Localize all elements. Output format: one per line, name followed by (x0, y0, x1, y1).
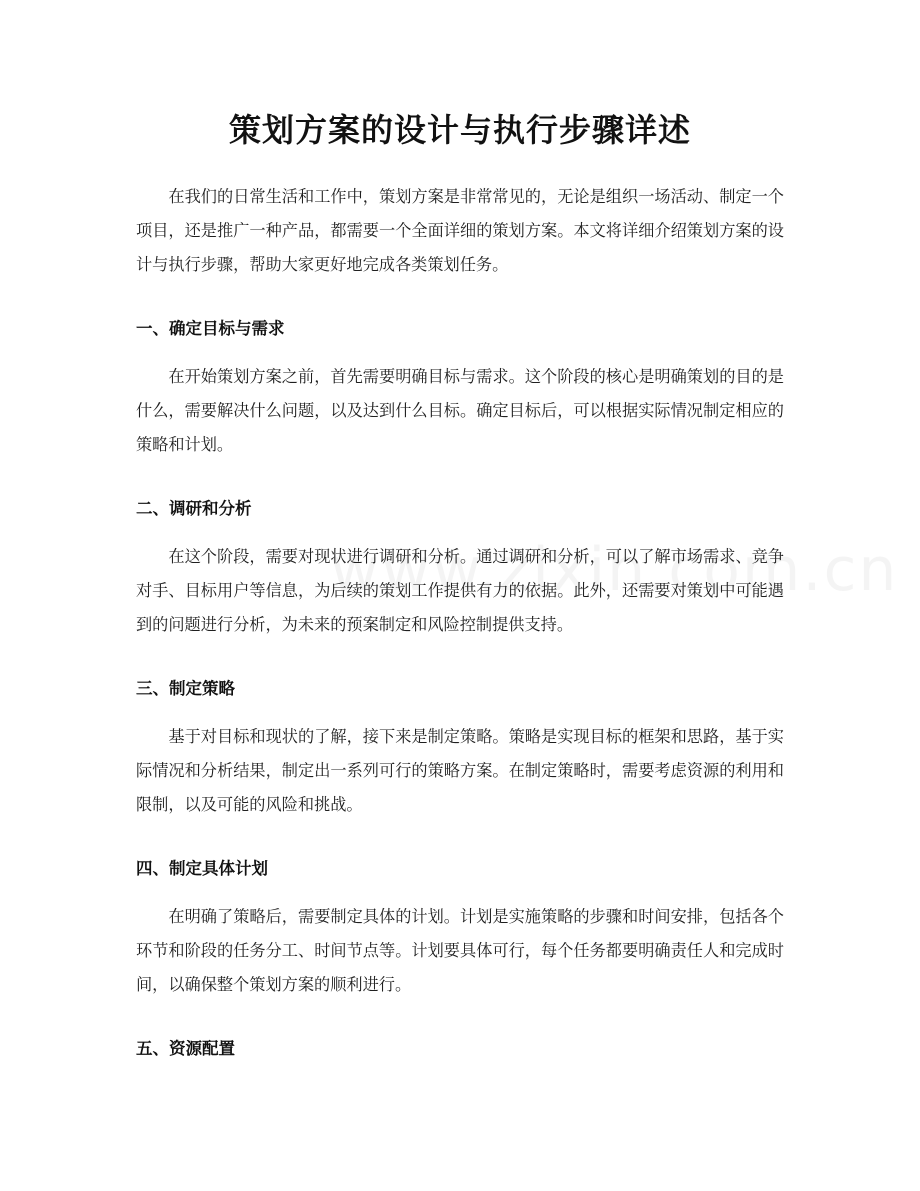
section-heading-strategy: 三、制定策略 (136, 679, 235, 698)
section-body-plan: 在明确了策略后，需要制定具体的计划。计划是实施策略的步骤和时间安排，包括各个环节和阶段的任务分工、时间节点等。计划要具体可行，每个任务都要明确责任人和完成时间，以确保整个策划方案的顺利进行。 (136, 907, 784, 994)
document-title: 策划方案的设计与执行步骤详述 (228, 111, 691, 149)
section-heading-goals: 一、确定目标与需求 (136, 319, 285, 338)
section-heading-plan: 四、制定具体计划 (136, 859, 268, 878)
intro-paragraph: 在我们的日常生活和工作中，策划方案是非常常见的，无论是组织一场活动、制定一个项目，还是推广一种产品，都需要一个全面详细的策划方案。本文将详细介绍策划方案的设计与执行步骤，帮助大家更好地完成各类策划任务。 (136, 187, 784, 274)
section-heading-resources: 五、资源配置 (136, 1039, 235, 1058)
section-body-goals: 在开始策划方案之前，首先需要明确目标与需求。这个阶段的核心是明确策划的目的是什么，需要解决什么问题，以及达到什么目标。确定目标后，可以根据实际情况制定相应的策略和计划。 (136, 367, 784, 454)
section-body-research: 在这个阶段，需要对现状进行调研和分析。通过调研和分析，可以了解市场需求、竞争对手、目标用户等信息，为后续的策划工作提供有力的依据。此外，还需要对策划中可能遇到的问题进行分析，为未来的预案制定和风险控制提供支持。 (136, 547, 784, 634)
section-heading-research: 二、调研和分析 (136, 499, 252, 518)
section-body-strategy: 基于对目标和现状的了解，接下来是制定策略。策略是实现目标的框架和思路，基于实际情况和分析结果，制定出一系列可行的策略方案。在制定策略时，需要考虑资源的利用和限制，以及可能的风险和挑战。 (136, 727, 784, 814)
document-body (136, 180, 784, 1061)
